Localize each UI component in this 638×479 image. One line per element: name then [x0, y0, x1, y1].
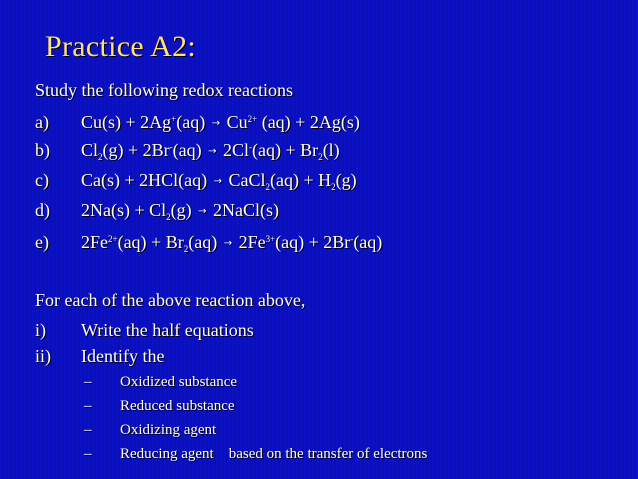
reaction-equation: $2Na(s) + Cl_2(g)$ → 2NaCl(s) — [81, 200, 280, 222]
dash-bullet-icon: – — [84, 446, 92, 462]
reaction-b — [35, 140, 340, 162]
reaction-equation: $2Fe^{2+}(aq) + Br_2(aq) \to 2Fe^{3+}(aq) + 2Br^-(aq)$ — [81, 232, 383, 254]
task-label: ii) — [35, 346, 51, 366]
task-text: Write the half equations — [81, 320, 254, 340]
arrow-icon: → — [208, 146, 217, 157]
reaction-equation: Ca(s) + 2HCl(aq) → CaCl$_2$(aq) + $H_2(g)$ — [81, 170, 357, 192]
reaction-label: e) — [35, 232, 49, 252]
arrow-icon: → — [198, 206, 207, 217]
reaction-d — [35, 200, 279, 222]
reaction-c — [35, 170, 357, 192]
identify-item: – Oxidizing agent — [84, 422, 217, 438]
dash-bullet-icon: – — [84, 398, 92, 414]
dash-bullet-icon: – — [84, 374, 92, 390]
task-text: Identify the — [81, 346, 165, 366]
identify-item: – Reduced substance — [84, 398, 235, 414]
arrow-icon: → — [223, 238, 233, 249]
task-item — [35, 346, 164, 367]
reaction-e — [35, 232, 382, 254]
reaction-equation: $Cu(s) + 2Ag^+(aq) \to Cu^{2+}$ (aq) + 2Ag(s) — [81, 112, 360, 132]
question-text: For each of the above reaction above, — [35, 290, 306, 310]
reaction-label: c) — [35, 170, 49, 190]
reaction-label: a) — [35, 112, 49, 132]
intro-text: Study the following redox reactions — [35, 80, 293, 100]
identify-item: – Reducing agent based on the transfer of electrons — [84, 446, 428, 462]
slide-title: Practice A2: — [45, 30, 197, 63]
reaction-equation: $Cl_2(g) + 2Br^-(aq) \to 2Cl^-(aq) + Br_2(l)$ — [81, 140, 340, 162]
arrow-icon: → — [213, 176, 223, 187]
arrow-icon: → — [211, 118, 221, 129]
task-item — [35, 320, 254, 341]
reaction-label: d) — [35, 200, 50, 220]
reaction-a — [35, 112, 360, 133]
reaction-label: b) — [35, 140, 50, 160]
identify-item: – Oxidized substance — [84, 374, 238, 390]
dash-bullet-icon: – — [84, 422, 92, 438]
task-label: i) — [35, 320, 46, 340]
